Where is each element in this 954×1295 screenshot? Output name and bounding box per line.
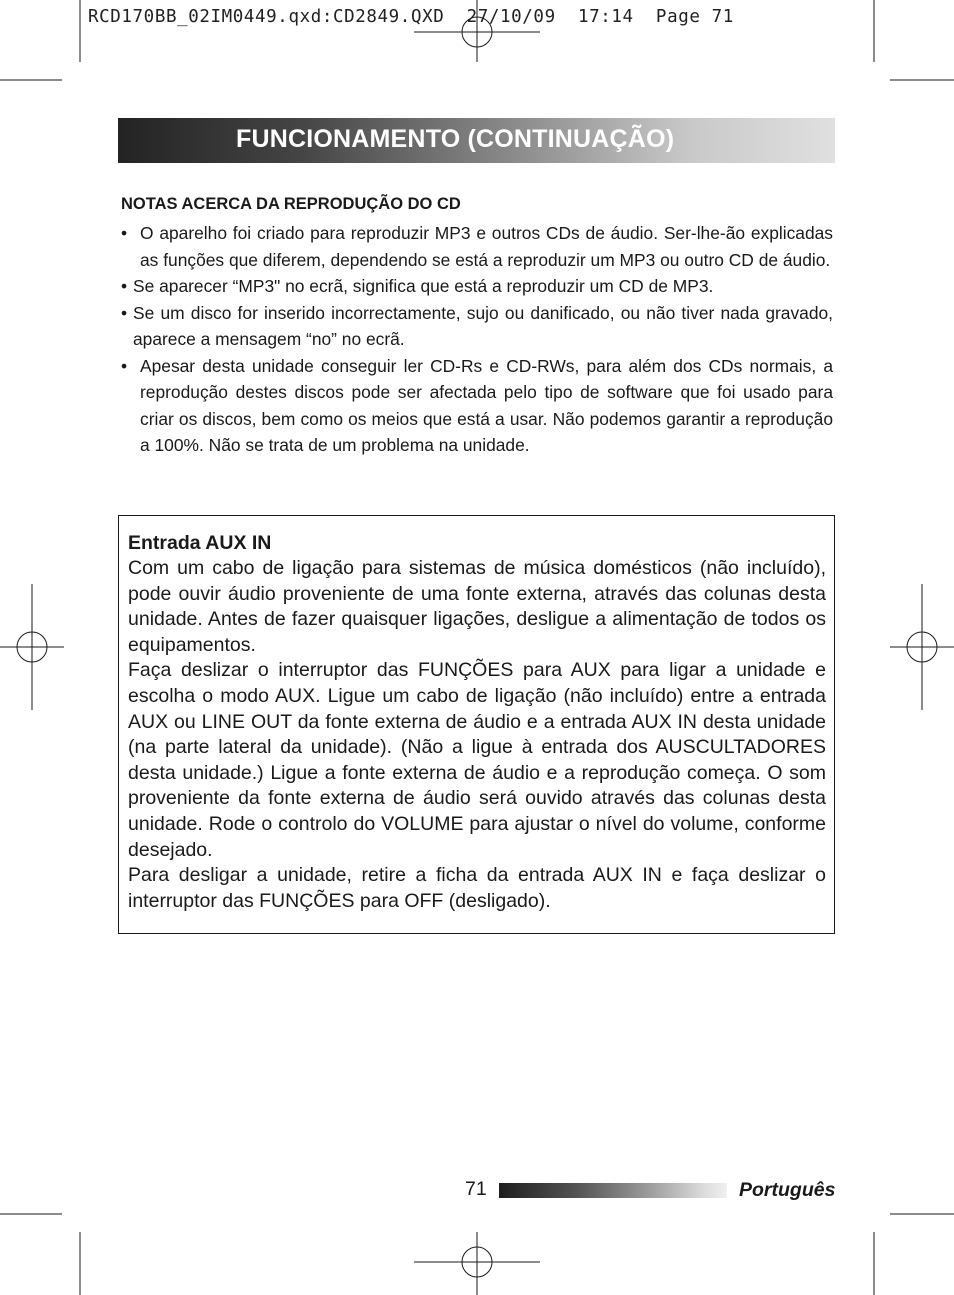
note-text: O aparelho foi criado para reproduzir MP3 e outros CDs de áudio. Ser-lhe-ão explicadas as funções que diferem, dependendo se está a reproduzir um MP3 ou outro CD de áudio. <box>140 223 833 270</box>
page-title: FUNCIONAMENTO (CONTINUAÇÃO) <box>236 125 675 153</box>
bullet-icon: • <box>121 355 128 376</box>
bullet-icon: • <box>121 223 128 243</box>
note-text: Se aparecer “MP3" no ecrã, significa que está a reproduzir um CD de MP3. <box>133 276 714 296</box>
aux-paragraph: Faça deslizar o interruptor das FUNÇÕES para AUX para ligar a unidade e escolha o modo AUX. Ligue um cabo de ligação (não incluído) entre a entrada AUX ou LINE OUT da fonte externa de áudio e a entrada AUX IN desta unidade (na parte lateral da unidade). (Não a ligue à entrada dos AUSCULTADORES desta unidade.) Ligue a fonte externa de áudio e a reprodução começa. O som proveniente da fonte externa de áudio será ouvido através das colunas desta unidade. Rode o controlo do VOLUME para ajustar o nível do volume, conforme desejado. <box>128 659 826 861</box>
bullet-icon: • <box>121 302 128 323</box>
page-number: 71 <box>465 1178 487 1200</box>
aux-in-box <box>118 515 835 934</box>
aux-paragraph: Com um cabo de ligação para sistemas de música domésticos (não incluído), pode ouvir áudio proveniente de uma fonte externa, através das colunas desta unidade. Antes de fazer quaisquer ligações, desligue a alimentação de todos os equipamentos. <box>128 557 826 656</box>
cd-notes-section <box>121 192 833 459</box>
note-text: Apesar desta unidade conseguir ler CD-Rs e CD-RWs, para além dos CDs normais, a reprodução destes discos pode ser afectada pelo tipo de software que foi usado para criar os discos, bem como os meios que está a usar. Não podemos garantir a reprodução a 100%. Não se trata de um problema na unidade. <box>140 355 833 455</box>
section-title-bar <box>118 118 835 163</box>
bullet-icon: • <box>121 276 128 296</box>
footer-language: Português <box>739 1179 836 1201</box>
print-slug-line: RCD170BB_02IM0449.qxd:CD2849.QXD 27/10/09 17:14 Page 71 <box>88 7 734 27</box>
note-item <box>121 300 833 353</box>
notes-heading: NOTAS ACERCA DA REPRODUÇÃO DO CD <box>121 195 461 213</box>
footer-gradient-bar <box>499 1183 727 1198</box>
aux-paragraph: Para desligar a unidade, retire a ficha da entrada AUX IN e faça deslizar o interruptor das FUNÇÕES para OFF (desligado). <box>128 864 826 912</box>
note-item <box>121 353 833 459</box>
note-text: Se um disco for inserido incorrectamente, sujo ou danificado, ou não tiver nada gravado, aparece a mensagem “no” no ecrã. <box>133 302 833 349</box>
note-item <box>121 220 833 273</box>
aux-heading: Entrada AUX IN <box>128 532 272 554</box>
note-item <box>121 273 833 300</box>
